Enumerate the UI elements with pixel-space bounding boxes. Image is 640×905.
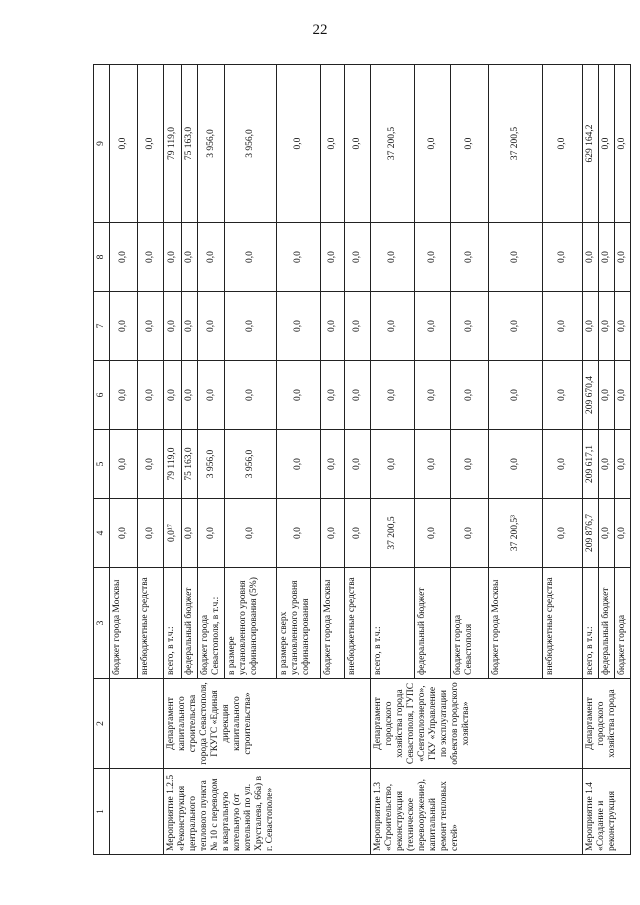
budget-table <box>93 64 631 855</box>
value-cell: 0,0 <box>451 499 489 568</box>
value-cell: 0,0 <box>451 361 489 430</box>
value-cell: 0,0 <box>321 430 345 499</box>
executor-cell: Департамент городского хозяйства города Севастополя, ГУПС «Севтеплоэнерго», ГКУ «Управление по эксплуатации объектов городского хозяйства» <box>371 679 583 769</box>
value-cell: 0,0 <box>164 292 182 361</box>
value-cell: 0,0 <box>489 223 543 292</box>
table-row <box>583 65 599 855</box>
value-cell: 75 163,0 <box>182 430 198 499</box>
value-cell: 0,0 <box>371 223 415 292</box>
value-cell: 0,0 <box>451 292 489 361</box>
executor-cell: Департамент капитального строительства города Севастополя, ГКУГС «Единая дирекция капитального строительства» <box>164 679 371 769</box>
value-cell: 0,0 <box>543 361 583 430</box>
value-cell: 0,0 <box>345 361 371 430</box>
funding-source-cell: бюджет города Москвы <box>321 568 345 679</box>
value-cell: 75 163,0 <box>182 65 198 223</box>
value-cell: 0,0 <box>615 499 631 568</box>
funding-source-cell: внебюджетные средства <box>345 568 371 679</box>
value-cell: 0,0 <box>138 223 164 292</box>
value-cell: 3 956,0 <box>198 65 225 223</box>
value-cell: 0,0 <box>599 430 615 499</box>
value-cell: 0,0 <box>138 292 164 361</box>
measure-name-cell: Мероприятие 1.4 «Создание и реконструкция <box>583 769 631 855</box>
value-cell: 0,0 <box>489 430 543 499</box>
funding-source-cell: федеральный бюджет <box>182 568 198 679</box>
value-cell: 0,0¹⁷ <box>164 499 182 568</box>
value-cell: 37 200,5 <box>371 499 415 568</box>
value-cell: 0,0 <box>110 361 138 430</box>
value-cell: 0,0 <box>138 430 164 499</box>
header-cell: 8 <box>94 223 110 292</box>
value-cell: 0,0 <box>182 292 198 361</box>
value-cell: 0,0 <box>345 430 371 499</box>
value-cell: 37 200,5³ <box>489 499 543 568</box>
value-cell: 0,0 <box>345 65 371 223</box>
value-cell: 0,0 <box>110 65 138 223</box>
value-cell: 0,0 <box>345 292 371 361</box>
value-cell: 0,0 <box>615 65 631 223</box>
value-cell: 0,0 <box>321 292 345 361</box>
funding-source-cell: федеральный бюджет <box>415 568 451 679</box>
value-cell: 0,0 <box>415 361 451 430</box>
table-row <box>371 65 415 855</box>
value-cell: 37 200,5 <box>371 65 415 223</box>
funding-source-cell: в размере сверх установленного уровня софинансирования <box>277 568 321 679</box>
funding-source-cell: бюджет города Москвы <box>110 568 138 679</box>
value-cell: 0,0 <box>543 223 583 292</box>
value-cell: 0,0 <box>138 65 164 223</box>
value-cell: 0,0 <box>277 65 321 223</box>
value-cell: 0,0 <box>225 499 277 568</box>
value-cell: 0,0 <box>371 430 415 499</box>
funding-source-cell: внебюджетные средства <box>138 568 164 679</box>
funding-source-cell: бюджет города Севастополя <box>451 568 489 679</box>
funding-source-cell: в размере установленного уровня софинансирования (5%) <box>225 568 277 679</box>
funding-source-cell: бюджет города Москвы <box>489 568 543 679</box>
funding-source-cell: всего, в т.ч.: <box>583 568 599 679</box>
value-cell: 0,0 <box>489 292 543 361</box>
funding-source-cell: федеральный бюджет <box>599 568 615 679</box>
value-cell: 0,0 <box>138 361 164 430</box>
value-cell: 3 956,0 <box>225 430 277 499</box>
value-cell: 0,0 <box>451 430 489 499</box>
value-cell: 0,0 <box>371 361 415 430</box>
value-cell: 0,0 <box>415 430 451 499</box>
value-cell: 0,0 <box>615 292 631 361</box>
continued-executor-cell <box>110 679 164 769</box>
continued-measure-cell <box>110 769 164 855</box>
value-cell: 0,0 <box>615 430 631 499</box>
value-cell: 3 956,0 <box>225 65 277 223</box>
value-cell: 0,0 <box>110 292 138 361</box>
value-cell: 0,0 <box>164 361 182 430</box>
value-cell: 209 617,1 <box>583 430 599 499</box>
value-cell: 0,0 <box>583 292 599 361</box>
header-cell: 6 <box>94 361 110 430</box>
value-cell: 209 670,4 <box>583 361 599 430</box>
value-cell: 0,0 <box>321 361 345 430</box>
value-cell: 0,0 <box>415 292 451 361</box>
value-cell: 0,0 <box>198 361 225 430</box>
header-row <box>94 65 110 855</box>
value-cell: 0,0 <box>110 430 138 499</box>
value-cell: 0,0 <box>489 361 543 430</box>
value-cell: 0,0 <box>599 499 615 568</box>
header-cell: 2 <box>94 679 110 769</box>
value-cell: 209 876,7 <box>583 499 599 568</box>
header-cell: 7 <box>94 292 110 361</box>
header-cell: 9 <box>94 65 110 223</box>
value-cell: 0,0 <box>321 65 345 223</box>
rotated-table-container <box>93 65 627 855</box>
value-cell: 0,0 <box>198 292 225 361</box>
value-cell: 0,0 <box>321 499 345 568</box>
value-cell: 0,0 <box>277 430 321 499</box>
value-cell: 0,0 <box>345 499 371 568</box>
measure-name-cell: Мероприятие 1.2.5 «Реконструкция центрального теплового пункта № 10 с переводом в квартальную котельную (от котельной по ул. Хрусталева, 66а) в г. Севастополе» <box>164 769 371 855</box>
header-cell: 5 <box>94 430 110 499</box>
value-cell: 0,0 <box>543 292 583 361</box>
value-cell: 0,0 <box>182 361 198 430</box>
value-cell: 0,0 <box>110 223 138 292</box>
value-cell: 0,0 <box>277 223 321 292</box>
value-cell: 0,0 <box>543 430 583 499</box>
value-cell: 0,0 <box>599 361 615 430</box>
value-cell: 0,0 <box>225 292 277 361</box>
value-cell: 0,0 <box>225 223 277 292</box>
header-cell: 3 <box>94 568 110 679</box>
value-cell: 0,0 <box>277 292 321 361</box>
value-cell: 0,0 <box>371 292 415 361</box>
value-cell: 0,0 <box>164 223 182 292</box>
value-cell: 0,0 <box>225 361 277 430</box>
value-cell: 0,0 <box>583 223 599 292</box>
value-cell: 0,0 <box>615 361 631 430</box>
value-cell: 0,0 <box>277 499 321 568</box>
funding-source-cell: внебюджетные средства <box>543 568 583 679</box>
value-cell: 0,0 <box>615 223 631 292</box>
funding-source-cell: всего, в т.ч.: <box>371 568 415 679</box>
value-cell: 0,0 <box>182 223 198 292</box>
value-cell: 79 119,0 <box>164 65 182 223</box>
value-cell: 0,0 <box>182 499 198 568</box>
table-row <box>164 65 182 855</box>
value-cell: 0,0 <box>277 361 321 430</box>
page-number: 22 <box>312 22 328 38</box>
value-cell: 629 164,2 <box>583 65 599 223</box>
value-cell: 3 956,0 <box>198 430 225 499</box>
value-cell: 0,0 <box>599 65 615 223</box>
value-cell: 0,0 <box>599 292 615 361</box>
value-cell: 0,0 <box>451 223 489 292</box>
value-cell: 37 200,5 <box>489 65 543 223</box>
header-cell: 4 <box>94 499 110 568</box>
value-cell: 0,0 <box>110 499 138 568</box>
value-cell: 0,0 <box>415 499 451 568</box>
value-cell: 0,0 <box>599 223 615 292</box>
value-cell: 0,0 <box>321 223 345 292</box>
value-cell: 0,0 <box>543 65 583 223</box>
value-cell: 0,0 <box>415 223 451 292</box>
value-cell: 0,0 <box>543 499 583 568</box>
header-cell: 1 <box>94 769 110 855</box>
value-cell: 0,0 <box>451 65 489 223</box>
value-cell: 0,0 <box>138 499 164 568</box>
measure-name-cell: Мероприятие 1.3 «Строительство, реконструкция (техническое перевооружение), капитальный ремонт тепловых сетей» <box>371 769 583 855</box>
value-cell: 0,0 <box>415 65 451 223</box>
value-cell: 0,0 <box>345 223 371 292</box>
funding-source-cell: бюджет города Севастополя, в т.ч.: <box>198 568 225 679</box>
value-cell: 0,0 <box>198 223 225 292</box>
value-cell: 79 119,0 <box>164 430 182 499</box>
executor-cell: Департамент городского хозяйства города <box>583 679 631 769</box>
funding-source-cell: бюджет города <box>615 568 631 679</box>
value-cell: 0,0 <box>198 499 225 568</box>
funding-source-cell: всего, в т.ч.: <box>164 568 182 679</box>
table-row <box>110 65 138 855</box>
